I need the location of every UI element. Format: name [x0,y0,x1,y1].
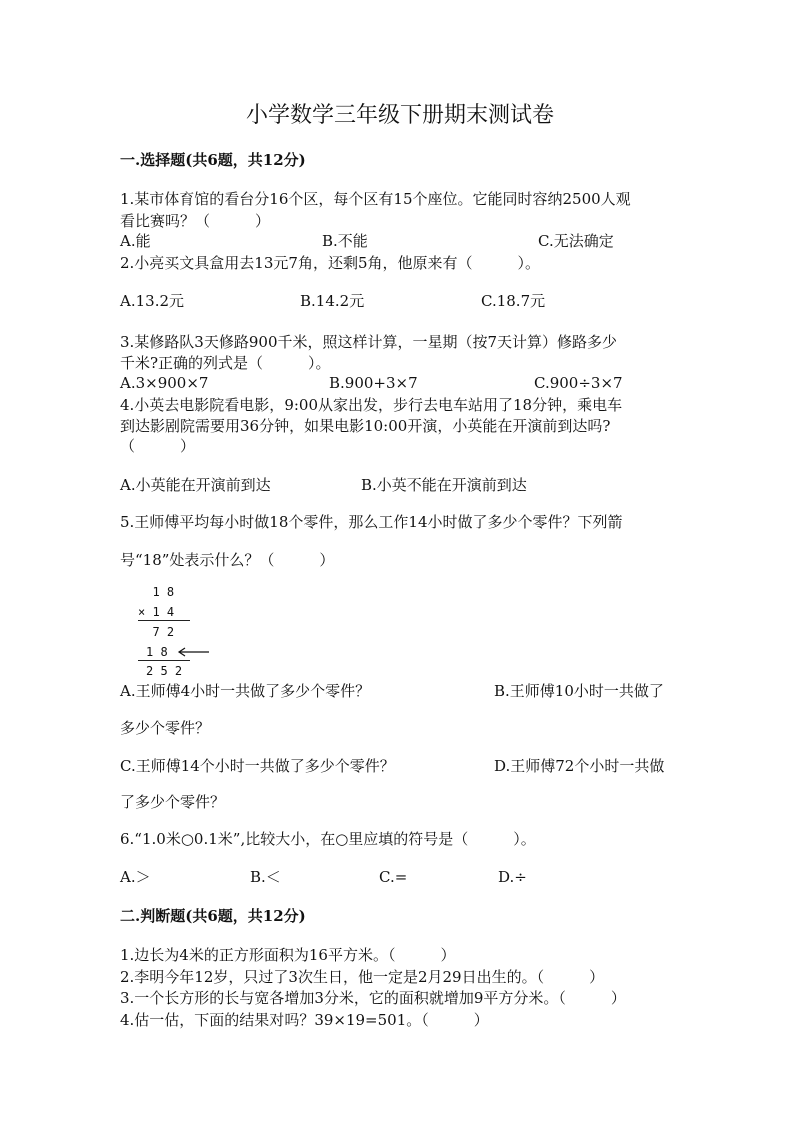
calc-row-multiplicand: 1 8 [138,585,175,599]
question-1-text-cont: 看比赛吗？（ ） [120,212,271,230]
calc-line-2 [138,660,190,661]
question-5-option-b: B.王师傅10小时一共做了 [494,682,664,700]
question-5-option-d-cont: 了多少个零件？ [120,793,226,811]
question-2-option-c: C.18.7元 [481,292,546,310]
question-2-option-b: B.14.2元 [300,292,365,310]
question-4-text-cont: 到达影剧院需要用36分钟，如果电影10:00开演，小英能在开演前到达吗? [120,417,611,435]
question-6-option-b: B.＜ [250,868,281,886]
question-6-text: 6.“1.0米○0.1米”,比较大小，在○里应填的符号是（ ）。 [120,830,536,848]
question-1-option-a: A.能 [120,232,151,250]
question-3-option-c: C.900÷3×7 [534,374,623,392]
question-2-text: 2.小亮买文具盒用去13元7角，还剩5角，他原来有（ ）。 [120,254,540,272]
question-5-option-b-cont: 多少个零件？ [120,719,211,737]
question-1-text: 1.某市体育馆的看台分16个区，每个区有15个座位。它能同时容纳2500人观 [120,190,631,208]
calc-row-partial-1: 7 2 [138,625,175,639]
question-3-option-b: B.900+3×7 [329,374,418,392]
question-6-option-a: A.＞ [120,868,151,886]
question-4-option-a: A.小英能在开演前到达 [120,476,271,494]
calc-line-1 [138,620,190,621]
section-heading-judgment: 二.判断题(共6题，共12分) [120,907,306,925]
question-3-text: 3.某修路队3天修路900千米，照这样计算，一星期（按7天计算）修路多少 [120,333,618,351]
question-3-text-cont: 千米?正确的列式是（ ）。 [120,354,331,372]
judgment-item-3: 3.一个长方形的长与宽各增加3分米，它的面积就增加9平方分米。（ ） [120,989,626,1007]
calc-row-partial-2: 1 8 [146,645,168,659]
question-4-answer-blank: （ ） [120,437,196,455]
question-2-option-a: A.13.2元 [120,292,184,310]
question-4-text: 4.小英去电影院看电影，9:00从家出发，步行去电车站用了18分钟，乘电车 [120,396,623,414]
question-5-text: 5.王师傅平均每小时做18个零件，那么工作14小时做了多少个零件？下列箭 [120,513,623,531]
arrow-left-icon [176,645,210,659]
question-1-option-c: C.无法确定 [538,232,614,250]
question-1-option-b: B.不能 [322,232,368,250]
question-5-option-d: D.王师傅72个小时一共做 [494,757,665,775]
question-5-option-c: C.王师傅14个小时一共做了多少个零件？ [120,757,395,775]
vertical-multiplication [138,585,228,677]
section-heading-choice: 一.选择题(共6题，共12分) [120,151,306,169]
question-4-option-b: B.小英不能在开演前到达 [361,476,527,494]
question-5-option-a: A.王师傅4小时一共做了多少个零件？ [120,682,371,700]
calc-row-product: 2 5 2 [146,664,183,678]
calc-row-multiplier: × 1 4 [138,605,175,619]
question-5-text-cont: 号“18”处表示什么？（ ） [120,551,335,569]
question-3-option-a: A.3×900×7 [120,374,209,392]
judgment-item-4: 4.估一估，下面的结果对吗？39×19=501。（ ） [120,1011,489,1029]
question-6-option-d: D.÷ [498,868,527,886]
page-title: 小学数学三年级下册期末测试卷 [245,103,554,128]
question-6-option-c: C.= [379,868,408,886]
judgment-item-1: 1.边长为4米的正方形面积为16平方米。（ ） [120,946,456,964]
judgment-item-2: 2.李明今年12岁，只过了3次生日，他一定是2月29日出生的。（ ） [120,968,605,986]
